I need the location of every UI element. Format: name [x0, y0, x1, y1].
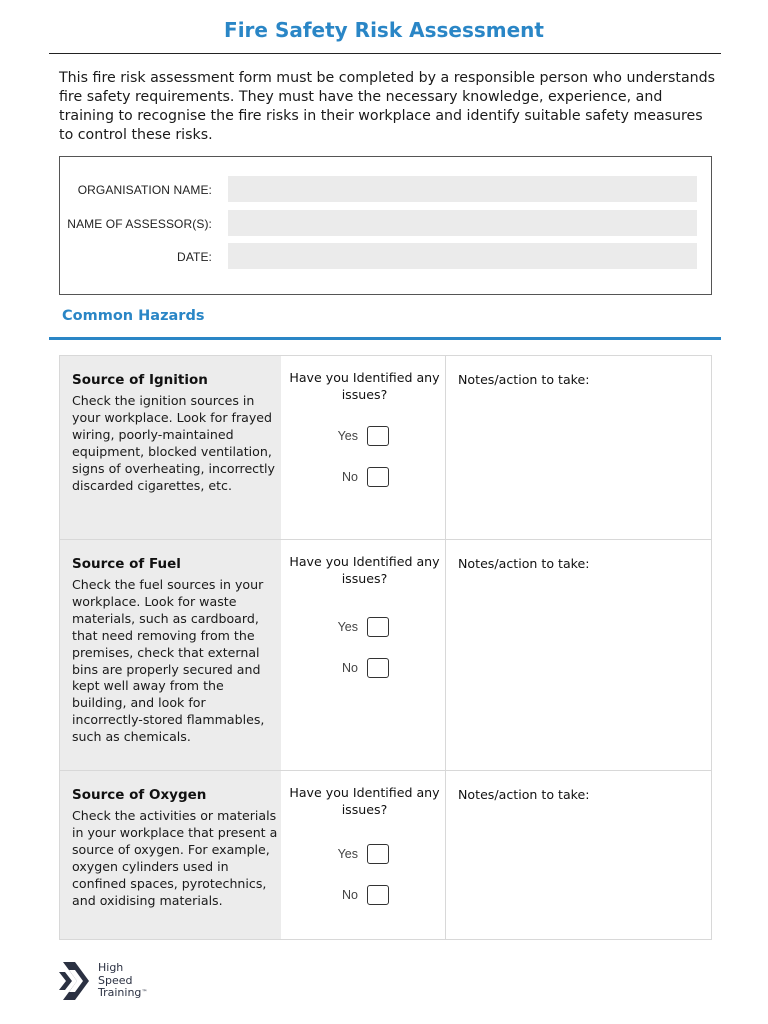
notes-label: Notes/action to take:: [458, 787, 590, 802]
hazard-info-panel: [60, 356, 283, 539]
notes-cell[interactable]: [446, 540, 711, 770]
hazard-question-cell: [283, 771, 446, 939]
page-title: Fire Safety Risk Assessment: [224, 18, 544, 42]
assessor-label: NAME OF ASSESSOR(S):: [67, 217, 212, 231]
hazard-title: Source of Ignition: [72, 372, 208, 388]
logo-line-2: Speed: [98, 973, 133, 987]
date-label: DATE:: [177, 250, 212, 264]
section-divider: [49, 337, 721, 340]
yes-label: Yes: [337, 847, 358, 861]
logo-line-3: [98, 987, 147, 1000]
date-row: [60, 243, 711, 269]
notes-label: Notes/action to take:: [458, 372, 590, 387]
hazard-description: Check the activities or materials in your workplace that present a source of oxygen. For example, oxygen cylinders used in confined spaces, pyrotechnics, and oxidising materials.: [72, 808, 278, 908]
hazard-title: Source of Fuel: [72, 556, 181, 572]
date-input[interactable]: [228, 243, 697, 269]
no-checkbox[interactable]: [367, 467, 389, 487]
assessment-details-box: [59, 156, 712, 295]
yes-option: [283, 426, 446, 448]
hazard-question-cell: [283, 540, 446, 770]
yes-option: [283, 844, 446, 866]
hazard-row-ignition: [60, 356, 711, 540]
hazard-info-panel: [60, 771, 283, 939]
no-option: [283, 658, 446, 680]
yes-label: Yes: [337, 620, 358, 634]
intro-paragraph: This fire risk assessment form must be completed by a responsible person who understands fire safety requirements. They must have the necessary knowledge, experience, and training to recognise the fire risks in their workplace and identify suitable safety measures to control these risks.: [59, 70, 716, 143]
logo-wordmark: [98, 962, 147, 1000]
assessor-row: [60, 210, 711, 236]
organisation-name-input[interactable]: [228, 176, 697, 202]
no-option: [283, 467, 446, 489]
no-label: No: [342, 470, 358, 484]
hazard-row-oxygen: [60, 771, 711, 939]
organisation-row: [60, 176, 711, 202]
issues-question: Have you Identified any issues?: [289, 554, 440, 586]
hazard-description: Check the ignition sources in your workplace. Look for frayed wiring, poorly-maintained equipment, blocked ventilation, signs of overheating, incorrectly discarded cigarettes, etc.: [72, 393, 276, 493]
yes-label: Yes: [337, 429, 358, 443]
no-label: No: [342, 888, 358, 902]
no-option: [283, 885, 446, 907]
no-label: No: [342, 661, 358, 675]
yes-checkbox[interactable]: [367, 844, 389, 864]
yes-checkbox[interactable]: [367, 426, 389, 446]
hazard-title: Source of Oxygen: [72, 787, 207, 803]
trademark-symbol: ™: [141, 989, 148, 996]
notes-cell[interactable]: [446, 356, 711, 539]
section-heading: Common Hazards: [62, 308, 205, 324]
hazard-table: [59, 355, 712, 940]
notes-cell[interactable]: [446, 771, 711, 939]
yes-option: [283, 617, 446, 639]
no-checkbox[interactable]: [367, 658, 389, 678]
hazard-description: Check the fuel sources in your workplace. Look for waste materials, such as cardboard, that need removing from the premises, check that external bins are properly secured and kept well away from the building, and look for incorrectly-stored flammables, such as chemicals.: [72, 577, 265, 745]
hazard-question-cell: [283, 356, 446, 539]
title-divider: [49, 53, 721, 54]
notes-label: Notes/action to take:: [458, 556, 590, 571]
hazard-row-fuel: [60, 540, 711, 771]
issues-question: Have you Identified any issues?: [289, 370, 440, 402]
no-checkbox[interactable]: [367, 885, 389, 905]
assessor-name-input[interactable]: [228, 210, 697, 236]
yes-checkbox[interactable]: [367, 617, 389, 637]
hazard-info-panel: [60, 540, 283, 770]
chevron-logo-icon: [59, 960, 95, 1002]
logo-line-1: High: [98, 961, 124, 974]
issues-question: Have you Identified any issues?: [289, 785, 440, 817]
logo-line-3-text: Training: [98, 986, 142, 999]
organisation-label: ORGANISATION NAME:: [77, 183, 212, 197]
brand-logo: [59, 960, 169, 1004]
